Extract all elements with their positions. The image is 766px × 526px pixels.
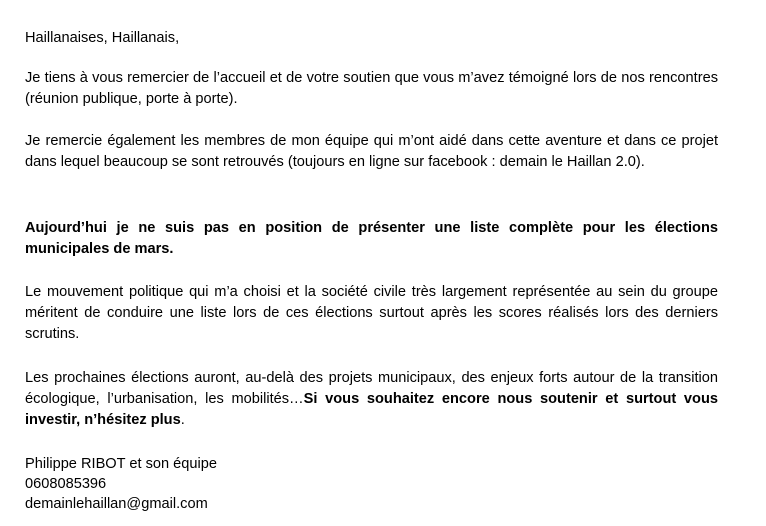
signature-email: demainlehaillan@gmail.com bbox=[25, 496, 208, 512]
paragraph-thanks: Je tiens à vous remercier de l’accueil et de votre soutien que vous m’avez témoigné lors de nos rencontres (réunion publique, porte à porte). bbox=[25, 70, 718, 107]
paragraph-team-thanks: Je remercie également les membres de mon équipe qui m’ont aidé dans cette aventure et dans ce projet dans lequel beaucoup se sont retrouvés (toujours en ligne sur facebook : demain le Haillan 2.0). bbox=[25, 133, 718, 170]
paragraph-movement: Le mouvement politique qui m’a choisi et la société civile très largement représentée au sein du groupe méritent de conduire une liste lors de ces élections surtout après les scores réalisés lors des derniers scrutins. bbox=[25, 284, 718, 342]
paragraph-elections-text: Les prochaines élections auront, au-delà des projets municipaux, des enjeux forts autour de la transition écologique, l’urbanisation, les mobilités… bbox=[25, 370, 718, 407]
call-to-action-text: Si vous souhaitez encore nous soutenir et surtout vous investir, n’hésitez plus bbox=[25, 391, 718, 428]
paragraph-elections bbox=[25, 368, 718, 431]
signature-name: Philippe RIBOT et son équipe bbox=[25, 456, 217, 472]
signature-block bbox=[25, 454, 217, 514]
paragraph-announcement: Aujourd’hui je ne suis pas en position de présenter une liste complète pour les élections municipales de mars. bbox=[25, 220, 718, 257]
paragraph-elections-end: . bbox=[180, 412, 185, 428]
signature-phone: 0608085396 bbox=[25, 476, 107, 492]
greeting: Haillanaises, Haillanais, bbox=[25, 30, 180, 46]
